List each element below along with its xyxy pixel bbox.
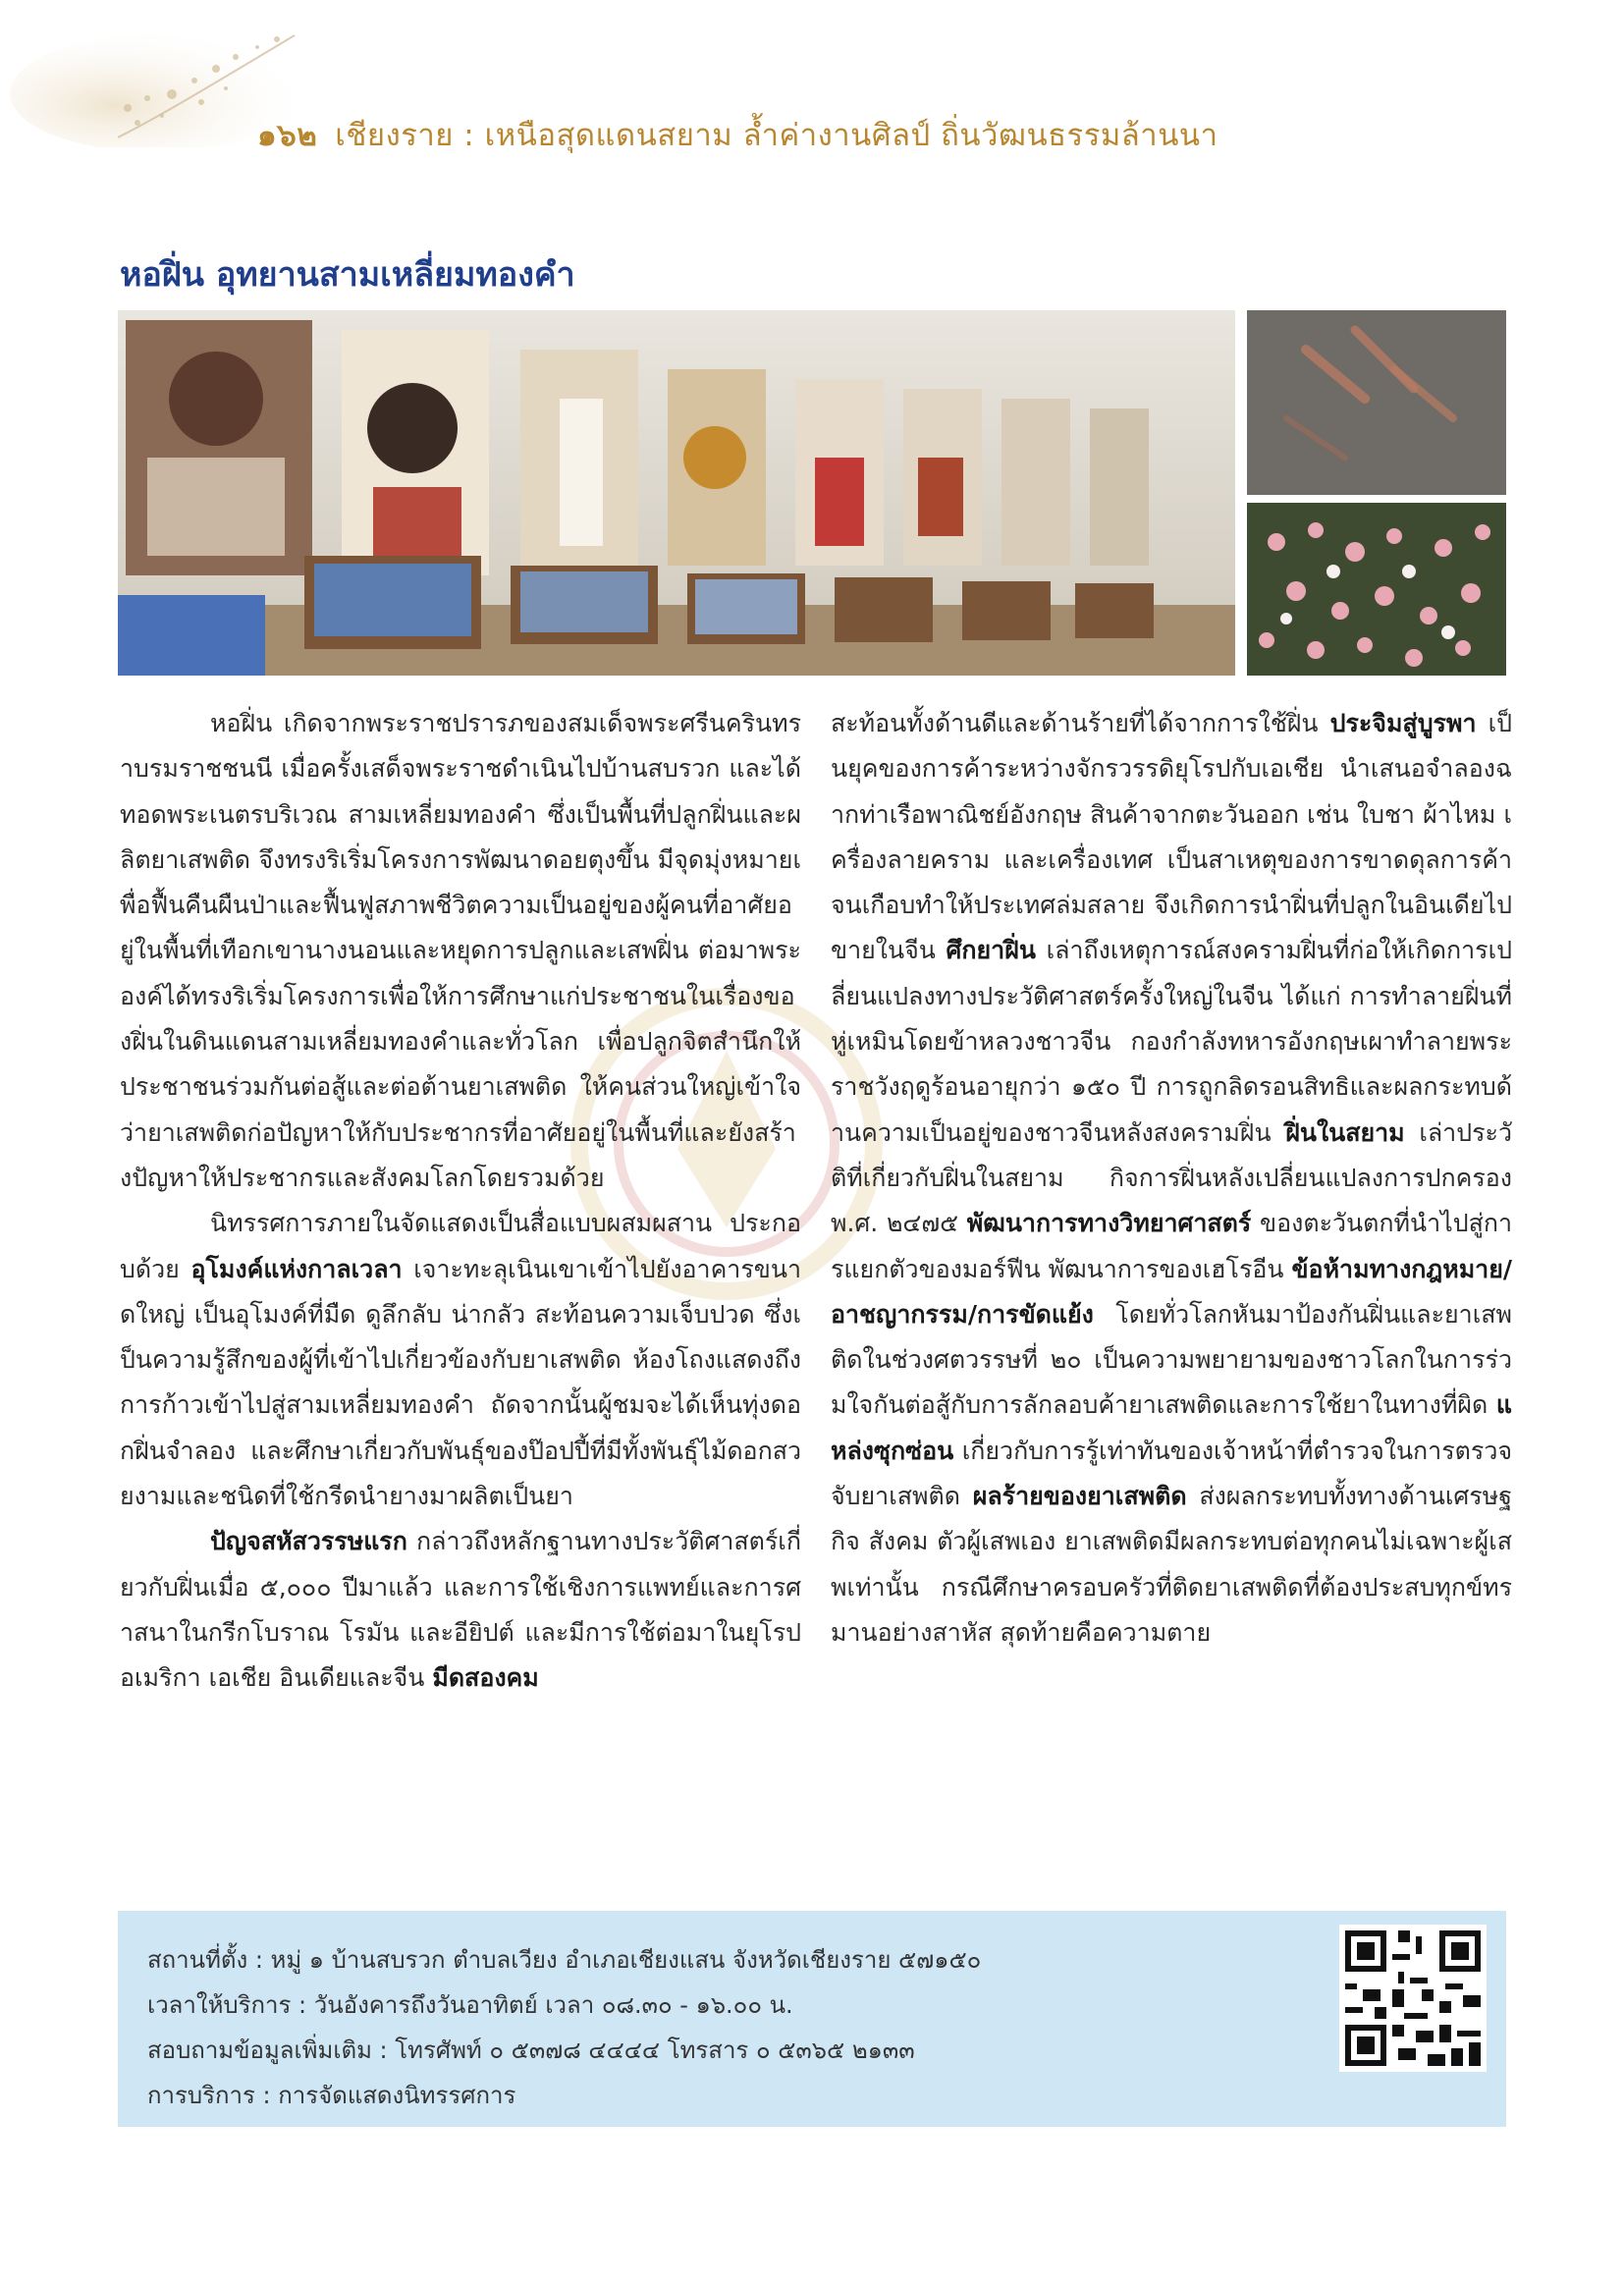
body-text: สะท้อนทั้งด้านดีและด้านร้ายที่ได้จากการใช้ฝิ่น <box>831 709 1330 737</box>
body-text: ของตะวันตกที่นำไปสู่การแยกตัวของมอร์ฟีน พัฒนาการของเฮโรอีน <box>831 1209 1513 1283</box>
bold-term: ผลร้ายของยาเสพติด <box>972 1482 1187 1511</box>
running-header <box>257 110 1534 159</box>
poppy-field-photo <box>1247 503 1506 676</box>
article-right-column <box>831 701 1512 1656</box>
info-service: การบริการ : การจัดแสดงนิทรรศการ <box>147 2082 516 2109</box>
article-paragraph <box>120 701 801 1201</box>
body-text: นิทรรศการภายในจัดแสดงเป็นสื่อแบบผสมผสาน ประกอบด้วย <box>120 1209 801 1283</box>
qr-code[interactable] <box>1339 1925 1487 2072</box>
bold-term: มีดสองคม <box>432 1663 539 1693</box>
bold-term: ศึกยาฝิ่น <box>946 936 1036 965</box>
article-title: หอฝิ่น อุทยานสามเหลี่ยมทองคำ <box>120 255 575 295</box>
body-text: เจาะทะลุเนินเขาเข้าไปยังอาคารขนาดใหญ่ เป็นอุโมงค์ที่มืด ดูลึกลับ น่ากลัว สะท้อนความเจ็บปวด ซึ่งเป็นความรู้สึกของผู้ที่เข้าไปเกี่ยวข้องกับยาเสพติด ห้องโถงแสดงถึงการก้าวเข้าไปสู่สามเหลี่ยมทองคำ ถัดจากนั้นผู้ชมจะได้เห็นทุ่งดอกฝิ่นจำลอง และศึกษาเกี่ยวกับพันธุ์ของป๊อปปี้ที่มีทั้งพันธุ์ไม้ดอกสวยงามและชนิดที่ใช้กรีดนำยางมาผลิตเป็นยา <box>120 1254 801 1511</box>
book-title: เชียงราย : เหนือสุดแดนสยาม ล้ำค่างานศิลป์ ถิ่นวัฒนธรรมล้านนา <box>335 118 1218 153</box>
exhibition-photo <box>118 310 1235 676</box>
bold-term: อุโมงค์แห่งกาลเวลา <box>190 1254 403 1283</box>
article-paragraph <box>120 1519 801 1701</box>
info-location: สถานที่ตั้ง : หมู่ ๑ บ้านสบรวก ตำบลเวียง อำเภอเชียงแสน จังหวัดเชียงราย ๕๗๑๕๐ <box>147 1946 982 1974</box>
bold-term: ข้อห้ามทางกฎหมาย/อาชญากรรม/การขัดแย้ง <box>831 1254 1512 1329</box>
body-text: โดยทั่วโลกหันมาป้องกันฝิ่นและยาเสพติดในช่วงศตวรรษที่ ๒๐ เป็นความพยายามของชาวโลกในการร่วมใจกันต่อสู้กับการลักลอบค้ายาเสพติดและการใช้ยาในทางที่ผิด <box>831 1299 1512 1420</box>
body-text: หอฝิ่น เกิดจากพระราชปรารภของสมเด็จพระศรีนครินทราบรมราชชนนี เมื่อครั้งเสด็จพระราชดำเนินไปบ้านสบรวก และได้ทอดพระเนตรบริเวณ สามเหลี่ยมทองคำ ซึ่งเป็นพื้นที่ปลูกฝิ่นและผลิตยาเสพติด จึงทรงริเริ่มโครงการพัฒนาดอยตุงขึ้น มีจุดมุ่งหมายเพื่อฟื้นคืนผืนป่าและฟื้นฟูสภาพชีวิตความเป็นอยู่ของผู้คนที่อาศัยอยู่ในพื้นที่เทือกเขานางนอนและหยุดการปลูกและเสพฝิ่น ต่อมาพระองค์ได้ทรงริเริ่มโครงการเพื่อให้การศึกษาแก่ประชาชนในเรื่องของฝิ่นในดินแดนสามเหลี่ยมทองคำและทั่วโลก เพื่อปลูกจิตสำนึกให้ประชาชนร่วมกันต่อสู้และต่อต้านยาเสพติด ให้คนส่วนใหญ่เข้าใจว่ายาเสพติดก่อปัญหาให้กับประชากรที่อาศัยอยู่ในพื้นที่และยังสร้างปัญหาให้ประชากรและสังคมโลกโดยรวมด้วย <box>120 709 801 1192</box>
body-text: กล่าวถึงหลักฐานทางประวัติศาสตร์เกี่ยวกับฝิ่นเมื่อ ๕,๐๐๐ ปีมาแล้ว และการใช้เชิงการแพทย์และการศาสนาในกรีกโบราณ โรมัน และอียิปต์ และมีการใช้ต่อมาในยุโรป อเมริกา เอเชีย อินเดียและจีน <box>120 1527 801 1693</box>
article-paragraph <box>120 1201 801 1519</box>
info-contact: สอบถามข้อมูลเพิ่มเติม : โทรศัพท์ ๐ ๕๓๗๘ ๔๔๔๔ โทรสาร ๐ ๕๓๖๕ ๒๑๓๓ <box>147 2037 915 2064</box>
body-text: เกี่ยวกับการรู้เท่าทันของเจ้าหน้าที่ตำรวจในการตรวจจับยาเสพติด <box>831 1436 1512 1511</box>
body-text: เล่าประวัติที่เกี่ยวกับฝิ่นในสยาม กิจการฝิ่นหลังเปลี่ยนแปลงการปกครอง พ.ศ. ๒๔๗๕ <box>831 1117 1512 1238</box>
info-hours: เวลาให้บริการ : วันอังคารถึงวันอาทิตย์ เวลา ๐๘.๓๐ - ๑๖.๐๐ น. <box>147 1991 793 2019</box>
rock-painting-photo <box>1247 310 1506 495</box>
bold-term: ปัญจสหัสวรรษแรก <box>210 1527 407 1556</box>
bold-term: แหล่งซุกซ่อน <box>831 1390 1512 1465</box>
article-left-column <box>120 701 801 1702</box>
article-paragraph <box>831 701 1512 1656</box>
visitor-info-box <box>118 1911 1506 2127</box>
page-number: ๑๖๒ <box>257 118 318 153</box>
body-text: เป็นยุคของการค้าระหว่างจักรวรรดิยุโรปกับเอเชีย นำเสนอจำลองฉากท่าเรือพาณิชย์อังกฤษ สินค้าจากตะวันออก เช่น ใบชา ผ้าไหม เครื่องลายคราม และเครื่องเทศ เป็นสาเหตุของการขาดดุลการค้าจนเกือบทำให้ประเทศล่มสลาย จึงเกิดการนำฝิ่นที่ปลูกในอินเดียไปขายในจีน <box>831 709 1512 965</box>
bold-term: ฝิ่นในสยาม <box>1285 1117 1405 1147</box>
body-text: เล่าถึงเหตุการณ์สงครามฝิ่นที่ก่อให้เกิดการเปลี่ยนแปลงทางประวัติศาสตร์ครั้งใหญ่ในจีน ได้แก่ การทำลายฝิ่นที่หู่เหมินโดยข้าหลวงชาวจีน กองกำลังทหารอังกฤษเผาทำลายพระราชวังฤดูร้อนอายุกว่า ๑๕๐ ปี การถูกลิดรอนสิทธิและผลกระทบด้านความเป็นอยู่ของชาวจีนหลังสงครามฝิ่น <box>831 936 1513 1147</box>
body-text: ส่งผลกระทบทั้งทางด้านเศรษฐกิจ สังคม ตัวผู้เสพเอง ยาเสพติดมีผลกระทบต่อทุกคนไม่เฉพาะผู้เสพเท่านั้น กรณีศึกษาครอบครัวที่ติดยาเสพติดที่ต้องประสบทุกข์ทรมานอย่างสาหัส สุดท้ายคือความตาย <box>831 1482 1512 1647</box>
bold-term: ประจิมสู่บูรพา <box>1329 709 1477 737</box>
bold-term: พัฒนาการทางวิทยาศาสตร์ <box>966 1209 1252 1238</box>
